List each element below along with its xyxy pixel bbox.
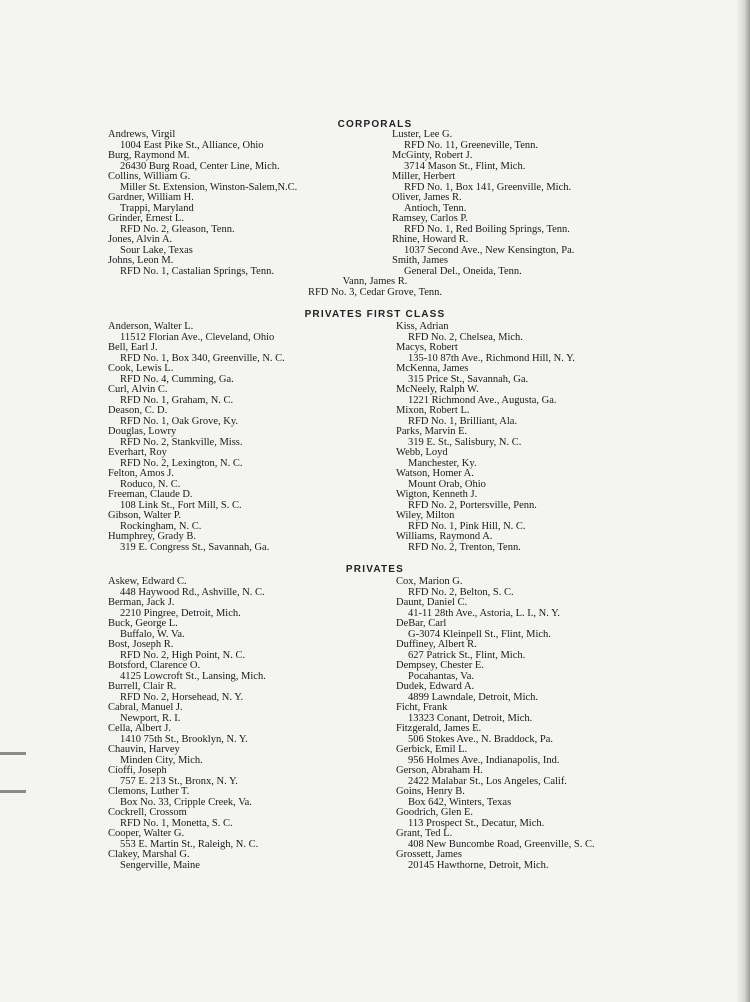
roster-entry xyxy=(396,787,696,808)
entry-address: RFD No. 2, High Point, N. C. xyxy=(120,649,246,661)
entry-address: RFD No. 1, Red Boiling Springs, Tenn. xyxy=(404,223,570,235)
roster-entry xyxy=(392,193,692,214)
roster-entry xyxy=(392,130,692,151)
entry-name: Cabral, Manuel J. xyxy=(108,702,183,713)
roster-entry xyxy=(396,640,696,661)
roster-entry xyxy=(396,448,696,469)
entry-name: Johns, Leon M. xyxy=(108,255,174,266)
roster-entry xyxy=(396,808,696,829)
roster-entry xyxy=(396,469,696,490)
roster-entry xyxy=(396,598,696,619)
entry-name: McKenna, James xyxy=(396,363,469,374)
roster-entry xyxy=(108,343,408,364)
entry-name: Watson, Homer A. xyxy=(396,468,474,479)
entry-address: RFD No. 2, Horsehead, N. Y. xyxy=(120,691,244,703)
roster-entry xyxy=(108,214,408,235)
entry-name: Mixon, Robert L. xyxy=(396,405,470,416)
scan-mark xyxy=(0,752,26,755)
entry-address: RFD No. 2, Belton, S. C. xyxy=(408,586,514,598)
roster-entry xyxy=(108,235,408,256)
entry-address: 319 E. St., Salisbury, N. C. xyxy=(408,436,522,448)
entry-name: Cox, Marion G. xyxy=(396,576,463,587)
section-title-privates-first-class: PRIVATES FIRST CLASS xyxy=(304,309,446,320)
entry-address: 408 New Buncombe Road, Greenville, S. C. xyxy=(408,838,595,850)
roster-entry xyxy=(392,172,692,193)
entry-name: Luster, Lee G. xyxy=(392,129,453,140)
entry-name: Daunt, Daniel C. xyxy=(396,597,468,608)
roster-entry xyxy=(396,619,696,640)
entry-address: 1037 Second Ave., New Kensington, Pa. xyxy=(404,244,575,256)
entry-name: Humphrey, Grady B. xyxy=(108,531,196,542)
entry-name: Rhine, Howard R. xyxy=(392,234,469,245)
entry-address: Minden City, Mich. xyxy=(120,754,203,766)
entry-name: Anderson, Walter L. xyxy=(108,321,194,332)
roster-entry xyxy=(396,406,696,427)
entry-name: Miller, Herbert xyxy=(392,171,456,182)
entry-name: Cook, Lewis L. xyxy=(108,363,174,374)
section-title-privates: PRIVATES xyxy=(345,564,405,575)
entry-name: Webb, Loyd xyxy=(396,447,448,458)
roster-entry xyxy=(108,787,408,808)
roster-entry xyxy=(108,322,408,343)
entry-address: 1410 75th St., Brooklyn, N. Y. xyxy=(120,733,248,745)
entry-name: Askew, Edward C. xyxy=(108,576,187,587)
entry-name: Douglas, Lowry xyxy=(108,426,177,437)
entry-name: Buck, George L. xyxy=(108,618,178,629)
entry-address: 315 Price St., Savannah, Ga. xyxy=(408,373,529,385)
entry-address: RFD No. 2, Portersville, Penn. xyxy=(408,499,537,511)
roster-entry xyxy=(108,448,408,469)
pfc-right-column xyxy=(396,322,696,553)
entry-name: Grossett, James xyxy=(396,849,462,860)
entry-address: Trappi, Maryland xyxy=(120,202,194,214)
entry-address: RFD No. 2, Gleason, Tenn. xyxy=(120,223,235,235)
roster-entry xyxy=(108,682,408,703)
pfc-left-column xyxy=(108,322,408,553)
entry-name: Felton, Amos J. xyxy=(108,468,174,479)
entry-name: Wigton, Kenneth J. xyxy=(396,489,478,500)
entry-name: Everhart, Roy xyxy=(108,447,167,458)
entry-name: Smith, James xyxy=(392,255,449,266)
entry-address: 4899 Lawndale, Detroit, Mich. xyxy=(408,691,539,703)
entry-name: Burrell, Clair R. xyxy=(108,681,177,692)
entry-name: Cioffi, Joseph xyxy=(108,765,167,776)
entry-address: Antioch, Tenn. xyxy=(404,202,467,214)
entry-address: 113 Prospect St., Decatur, Mich. xyxy=(408,817,545,829)
entry-address: Buffalo, W. Va. xyxy=(120,628,185,640)
entry-name: Parks, Marvin E. xyxy=(396,426,468,437)
entry-name: Freeman, Claude D. xyxy=(108,489,193,500)
entry-address: 506 Stokes Ave., N. Braddock, Pa. xyxy=(408,733,554,745)
entry-address: 3714 Mason St., Flint, Mich. xyxy=(404,160,526,172)
corporals-left-column xyxy=(108,130,408,277)
roster-entry xyxy=(396,322,696,343)
roster-entry xyxy=(108,829,408,850)
entry-address: Newport, R. I. xyxy=(120,712,181,724)
entry-name: Cella, Albert J. xyxy=(108,723,171,734)
roster-entry xyxy=(108,724,408,745)
corporals-center-entry xyxy=(0,277,750,298)
roster-entry xyxy=(108,532,408,553)
entry-address: General Del., Oneida, Tenn. xyxy=(404,265,522,277)
entry-name: Cooper, Walter G. xyxy=(108,828,185,839)
entry-name: Goodrich, Glen E. xyxy=(396,807,473,818)
entry-name: Clemons, Luther T. xyxy=(108,786,190,797)
roster-entry xyxy=(396,724,696,745)
entry-name: Kiss, Adrian xyxy=(396,321,449,332)
roster-entry xyxy=(396,682,696,703)
roster-entry xyxy=(396,511,696,532)
entry-name: Chauvin, Harvey xyxy=(108,744,180,755)
entry-name: Gibson, Walter P. xyxy=(108,510,182,521)
entry-address: 4125 Lowcroft St., Lansing, Mich. xyxy=(120,670,266,682)
roster-entry xyxy=(108,193,408,214)
entry-name: Burg, Raymond M. xyxy=(108,150,190,161)
entry-address: RFD No. 2, Trenton, Tenn. xyxy=(408,541,521,553)
entry-name: Dempsey, Chester E. xyxy=(396,660,484,671)
entry-address: Roduco, N. C. xyxy=(120,478,181,490)
roster-entry xyxy=(108,619,408,640)
entry-name: Andrews, Virgil xyxy=(108,129,176,140)
entry-address: 20145 Hawthorne, Detroit, Mich. xyxy=(408,859,549,871)
roster-entry xyxy=(396,703,696,724)
entry-address: RFD No. 2, Stankville, Miss. xyxy=(120,436,243,448)
roster-entry xyxy=(108,469,408,490)
entry-address: RFD No. 1, Pink Hill, N. C. xyxy=(408,520,526,532)
entry-address: RFD No. 4, Cumming, Ga. xyxy=(120,373,234,385)
entry-name: Berman, Jack J. xyxy=(108,597,175,608)
roster-entry xyxy=(396,766,696,787)
roster-entry xyxy=(108,385,408,406)
entry-name: Gerson, Abraham H. xyxy=(396,765,483,776)
entry-name: McNeely, Ralph W. xyxy=(396,384,479,395)
entry-name: Botsford, Clarence O. xyxy=(108,660,201,671)
entry-address: 553 E. Martin St., Raleigh, N. C. xyxy=(120,838,259,850)
entry-address: RFD No. 1, Box 340, Greenville, N. C. xyxy=(120,352,285,364)
entry-name: Ramsey, Carlos P. xyxy=(392,213,468,224)
entry-name: Gardner, William H. xyxy=(108,192,194,203)
corporals-right-column xyxy=(392,130,692,277)
entry-address: Miller St. Extension, Winston-Salem,N.C. xyxy=(120,181,298,193)
entry-address: 319 E. Congress St., Savannah, Ga. xyxy=(120,541,270,553)
entry-address: RFD No. 1, Brilliant, Ala. xyxy=(408,415,518,427)
entry-name: Bost, Joseph R. xyxy=(108,639,174,650)
entry-address: 108 Link St., Fort Mill, S. C. xyxy=(120,499,242,511)
roster-entry xyxy=(108,427,408,448)
roster-entry xyxy=(108,808,408,829)
entry-address: Box 642, Winters, Texas xyxy=(408,796,512,808)
roster-entry xyxy=(108,490,408,511)
entry-name: Ficht, Frank xyxy=(396,702,448,713)
scan-edge-shadow xyxy=(736,0,750,1002)
entry-address: 956 Holmes Ave., Indianapolis, Ind. xyxy=(408,754,560,766)
roster-entry xyxy=(396,490,696,511)
roster-entry xyxy=(396,829,696,850)
entry-name: McGinty, Robert J. xyxy=(392,150,473,161)
entry-address: Mount Orab, Ohio xyxy=(408,478,486,490)
entry-address: RFD No. 11, Greeneville, Tenn. xyxy=(404,139,538,151)
entry-name: Dudek, Edward A. xyxy=(396,681,475,692)
entry-address: Manchester, Ky. xyxy=(408,457,477,469)
entry-address: RFD No. 1, Graham, N. C. xyxy=(120,394,234,406)
roster-entry xyxy=(396,577,696,598)
entry-name: Gerbick, Emil L. xyxy=(396,744,468,755)
entry-address: 448 Haywood Rd., Ashville, N. C. xyxy=(120,586,265,598)
entry-name: Collins, William G. xyxy=(108,171,191,182)
entry-address: 627 Patrick St., Flint, Mich. xyxy=(408,649,526,661)
roster-entry xyxy=(108,130,408,151)
entry-address: Pocahantas, Va. xyxy=(408,670,474,682)
roster-entry xyxy=(108,364,408,385)
entry-name: Clakey, Marshal G. xyxy=(108,849,190,860)
entry-name: Jones, Alvin A. xyxy=(108,234,173,245)
entry-name: Macys, Robert xyxy=(396,342,458,353)
entry-name: Duffiney, Albert R. xyxy=(396,639,477,650)
entry-name: Williams, Raymond A. xyxy=(396,531,493,542)
entry-name: Vann, James R. xyxy=(342,276,408,287)
roster-entry xyxy=(108,151,408,172)
entry-address: 11512 Florian Ave., Cleveland, Ohio xyxy=(120,331,275,343)
roster-entry xyxy=(392,151,692,172)
roster-entry xyxy=(108,577,408,598)
entry-address: 135-10 87th Ave., Richmond Hill, N. Y. xyxy=(408,352,575,364)
entry-address: 757 E. 213 St., Bronx, N. Y. xyxy=(120,775,238,787)
entry-address: RFD No. 2, Chelsea, Mich. xyxy=(408,331,523,343)
entry-address: 41-11 28th Ave., Astoria, L. I., N. Y. xyxy=(408,607,560,619)
entry-address: RFD No. 1, Oak Grove, Ky. xyxy=(120,415,239,427)
entry-name: Fitzgerald, James E. xyxy=(396,723,482,734)
entry-address: Rockingham, N. C. xyxy=(120,520,202,532)
entry-name: Deason, C. D. xyxy=(108,405,168,416)
entry-name: Oliver, James R. xyxy=(392,192,462,203)
roster-entry xyxy=(396,343,696,364)
entry-address: 13323 Conant, Detroit, Mich. xyxy=(408,712,533,724)
entry-address: RFD No. 3, Cedar Grove, Tenn. xyxy=(307,286,443,298)
entry-address: G-3074 Kleinpell St., Flint, Mich. xyxy=(408,628,551,640)
roster-entry xyxy=(108,661,408,682)
entry-address: RFD No. 1, Castalian Springs, Tenn. xyxy=(120,265,274,277)
roster-entry xyxy=(108,850,408,871)
roster-entry xyxy=(108,172,408,193)
entry-address: RFD No. 2, Lexington, N. C. xyxy=(120,457,243,469)
roster-entry xyxy=(108,745,408,766)
entry-address: 2210 Pingree, Detroit, Mich. xyxy=(120,607,241,619)
roster-entry xyxy=(396,745,696,766)
privates-right-column xyxy=(396,577,696,871)
privates-left-column xyxy=(108,577,408,871)
roster-entry xyxy=(396,427,696,448)
entry-name: Cockrell, Crossom xyxy=(108,807,187,818)
entry-address: 1221 Richmond Ave., Augusta, Ga. xyxy=(408,394,557,406)
roster-entry xyxy=(108,511,408,532)
entry-name: Bell, Earl J. xyxy=(108,342,158,353)
roster-entry xyxy=(396,850,696,871)
roster-entry xyxy=(396,661,696,682)
roster-entry xyxy=(108,703,408,724)
entry-name: Goins, Henry B. xyxy=(396,786,465,797)
entry-address: Box No. 33, Cripple Creek, Va. xyxy=(120,796,252,808)
entry-address: 1004 East Pike St., Alliance, Ohio xyxy=(120,139,264,151)
entry-address: RFD No. 1, Monetta, S. C. xyxy=(120,817,233,829)
roster-entry xyxy=(392,256,692,277)
entry-address: Sengerville, Maine xyxy=(120,859,200,871)
roster-entry xyxy=(108,640,408,661)
roster-entry xyxy=(392,235,692,256)
scan-mark xyxy=(0,790,26,793)
entry-name: Grant, Ted L. xyxy=(396,828,453,839)
roster-entry xyxy=(392,214,692,235)
entry-name: Curl, Alvin C. xyxy=(108,384,168,395)
entry-address: 26430 Burg Road, Center Line, Mich. xyxy=(120,160,280,172)
roster-entry xyxy=(108,406,408,427)
entry-name: Grinder, Ernest L. xyxy=(108,213,184,224)
roster-entry xyxy=(108,766,408,787)
entry-name: DeBar, Carl xyxy=(396,618,447,629)
roster-entry xyxy=(108,256,408,277)
roster-entry xyxy=(396,364,696,385)
entry-address: 2422 Malabar St., Los Angeles, Calif. xyxy=(408,775,567,787)
entry-address: Sour Lake, Texas xyxy=(120,244,193,256)
entry-address: RFD No. 1, Box 141, Greenville, Mich. xyxy=(404,181,572,193)
roster-entry xyxy=(396,385,696,406)
roster-entry xyxy=(396,532,696,553)
roster-entry xyxy=(108,598,408,619)
section-title-corporals: CORPORALS xyxy=(337,119,413,130)
entry-name: Wiley, Milton xyxy=(396,510,455,521)
